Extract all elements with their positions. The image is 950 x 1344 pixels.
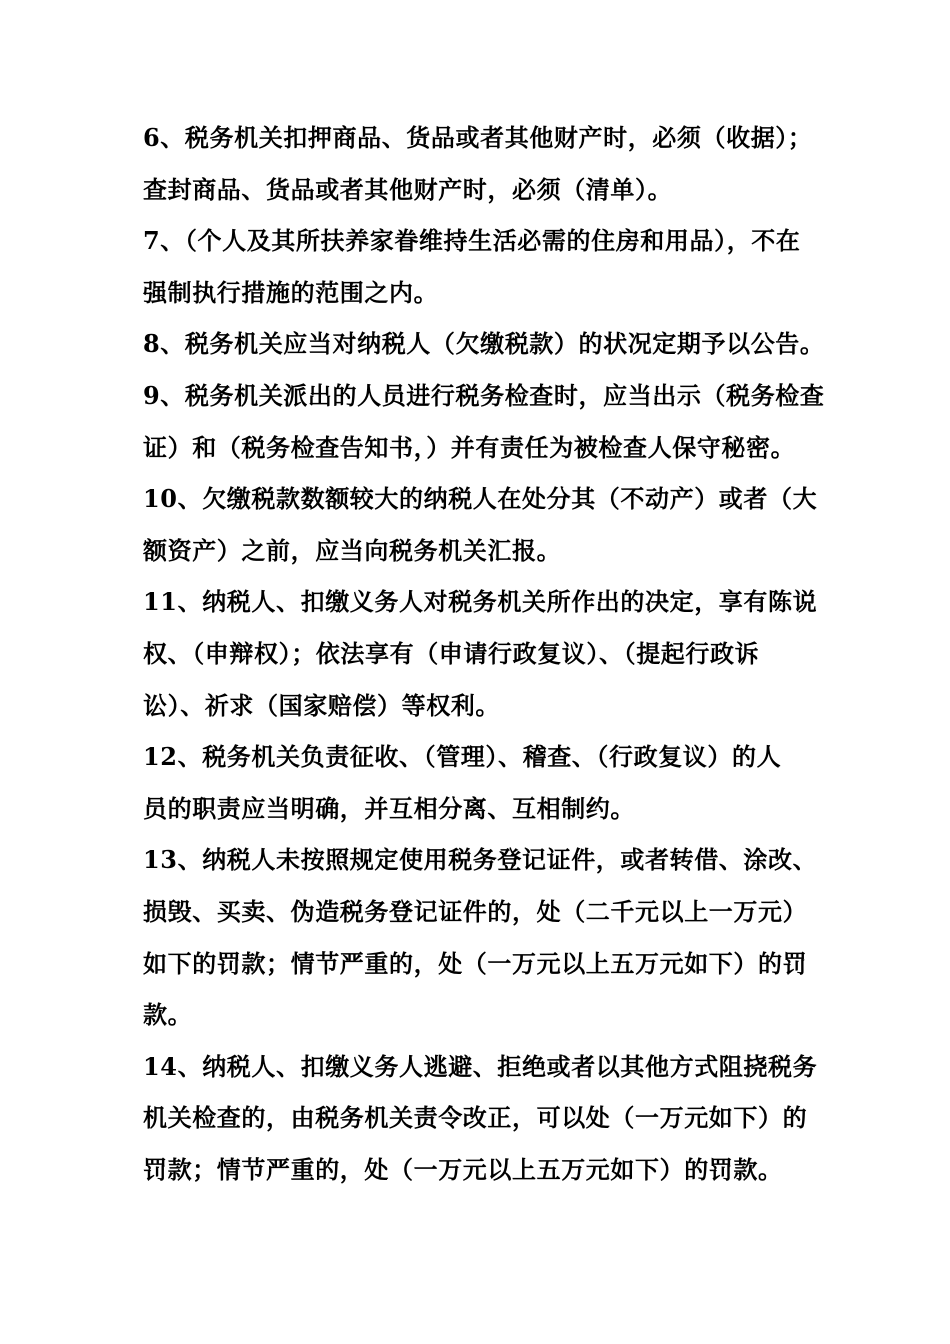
text-line: 6、税务机关扣押商品、货品或者其他财产时，必须（收据）； [143, 123, 813, 152]
text-line: 11、纳税人、扣缴义务人对税务机关所作出的决定，享有陈说 [143, 587, 818, 617]
text-line: 8、税务机关应当对纳税人（欠缴税款）的状况定期予以公告。 [143, 329, 825, 359]
text-line: 7、（个人及其所扶养家眷维持生活必需的住房和用品），不在 [143, 226, 801, 256]
text-line: 14、纳税人、扣缴义务人逃避、拒绝或者以其他方式阻挠税务 [143, 1051, 818, 1081]
text-line: 强制执行措施的范围之内。 [143, 277, 439, 307]
text-line: 款。 [143, 1000, 193, 1030]
text-line: 12、税务机关负责征收、（管理）、稽查、（行政复议）的人 [143, 742, 782, 772]
text-line: 9、税务机关派出的人员进行税务检查时，应当出示（税务检查 [143, 380, 825, 410]
text-line: 10、欠缴税款数额较大的纳税人在处分其（不动产）或者（大 [143, 484, 818, 514]
text-line: 罚款；情节严重的，处（一万元以上五万元如下）的罚款。 [143, 1154, 783, 1184]
text-line: 13、纳税人未按照规定使用税务登记证件，或者转借、涂改、 [143, 845, 818, 875]
document-body [143, 112, 825, 1195]
text-line: 如下的罚款；情节严重的，处（一万元以上五万元如下）的罚 [143, 948, 808, 978]
text-line: 额资产）之前，应当向税务机关汇报。 [143, 535, 562, 565]
text-line: 证）和（税务检查告知书，）并有责任为被检查人保守秘密。 [143, 432, 796, 462]
text-line: 权、（申辩权）；依法享有（申请行政复议）、（提起行政诉 [143, 638, 760, 668]
text-line: 讼）、祈求（国家赔偿）等权利。 [143, 690, 500, 720]
text-line: 机关检查的，由税务机关责令改正，可以处（一万元如下）的 [143, 1103, 808, 1133]
text-line: 员的职责应当明确，并互相分离、互相制约。 [143, 793, 635, 823]
text-line: 损毁、买卖、伪造税务登记证件的，处（二千元以上一万元） [143, 896, 808, 926]
text-line: 查封商品、货品或者其他财产时，必须（清单）。 [143, 174, 673, 204]
